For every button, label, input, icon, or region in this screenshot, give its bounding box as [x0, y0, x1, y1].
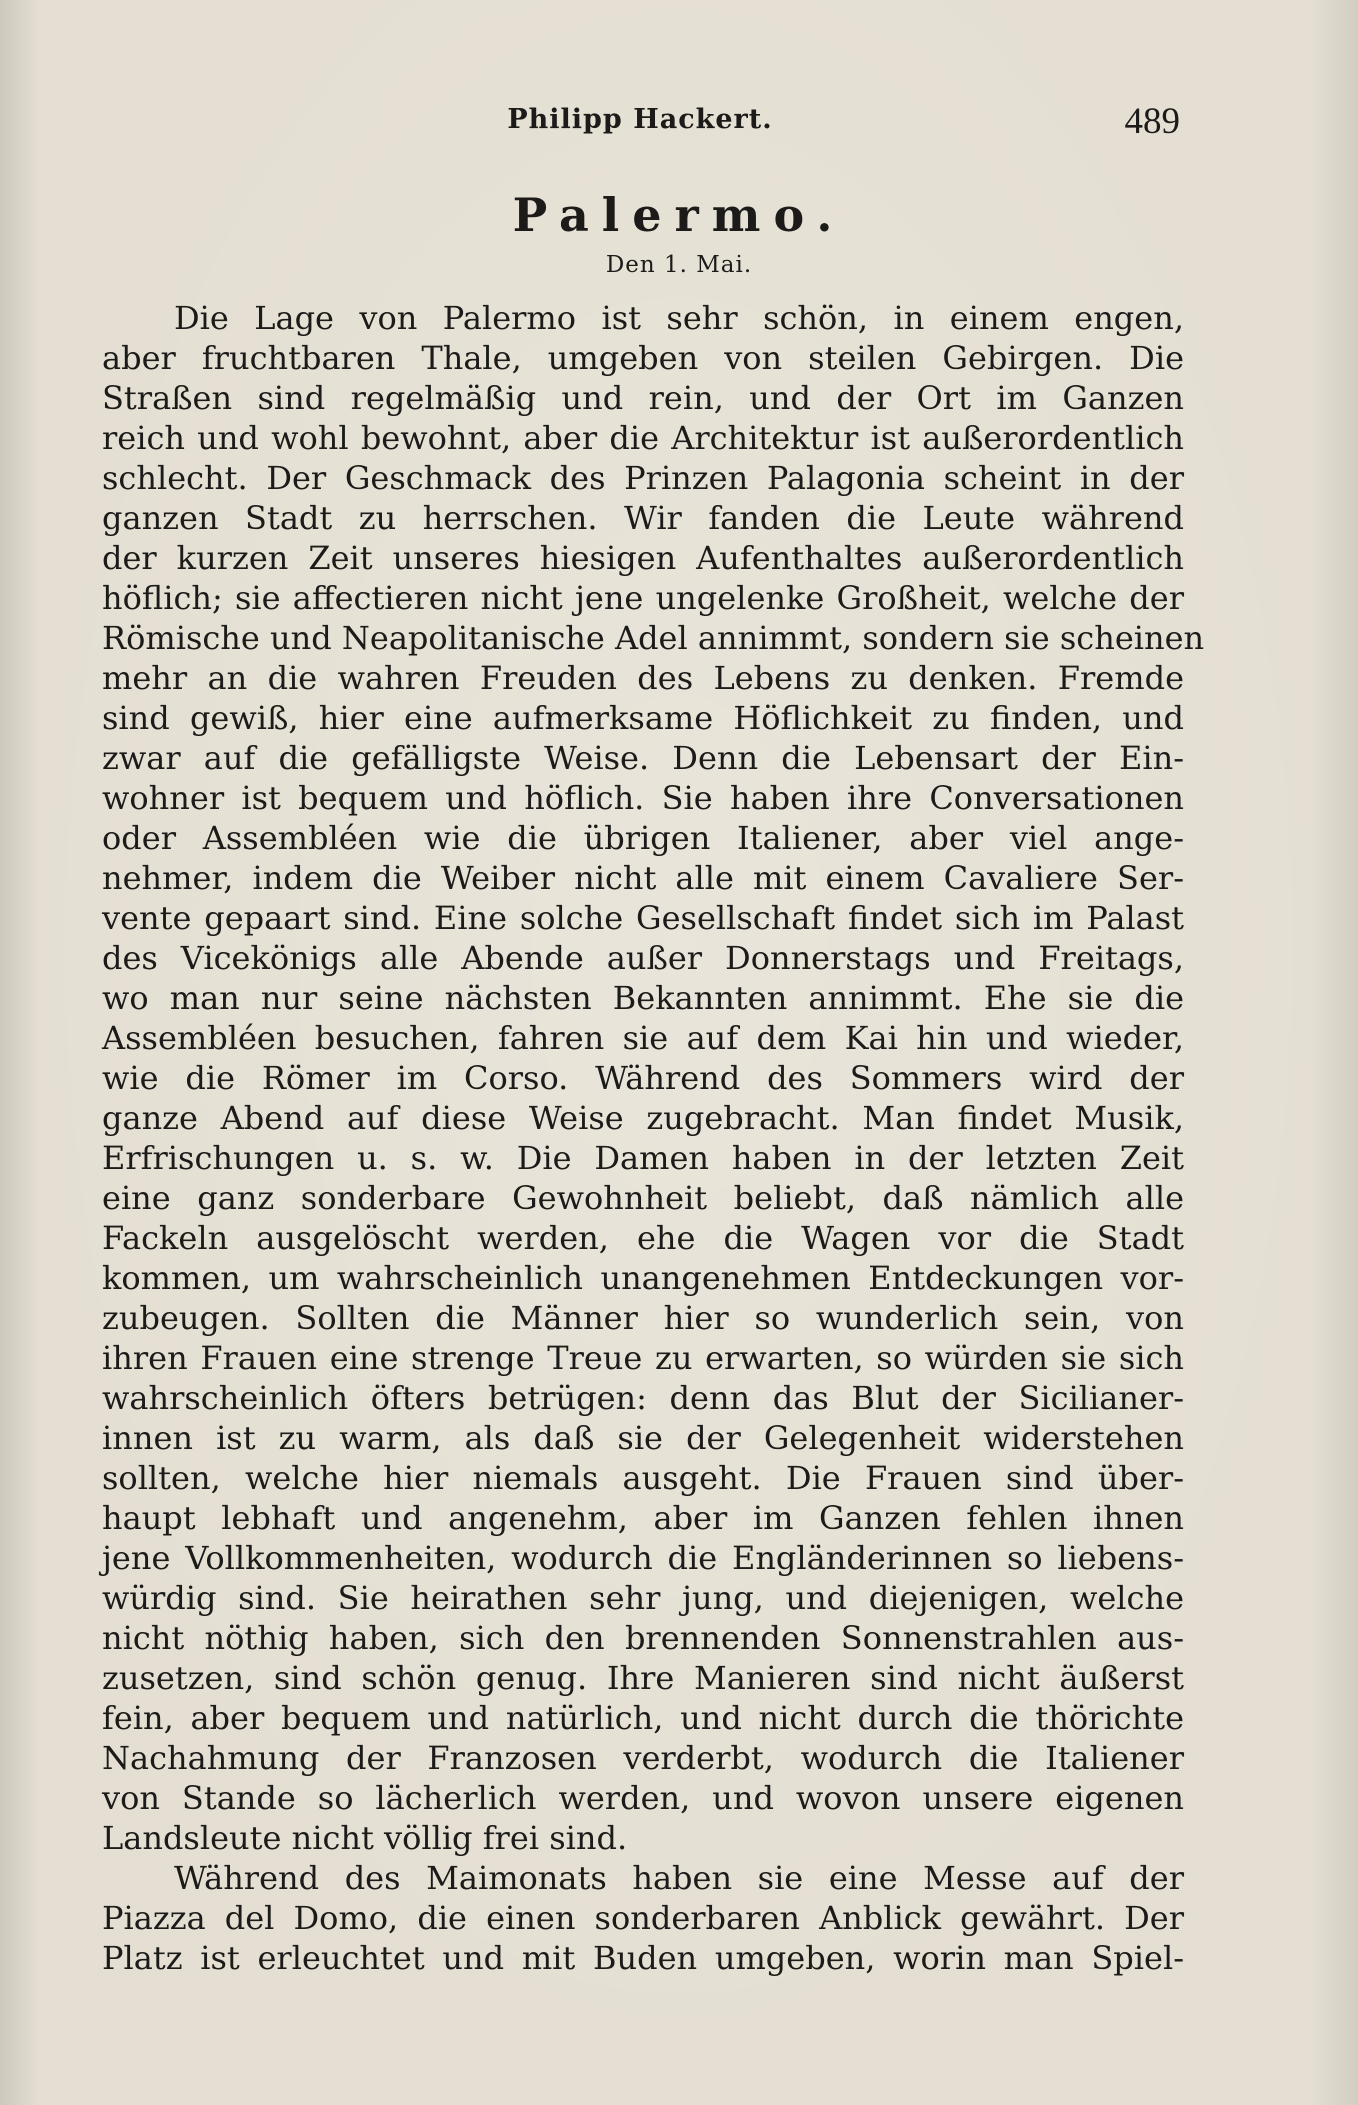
text-line: innen ist zu warm, als daß sie der Gelegenheit widerstehen — [102, 1419, 1184, 1457]
text-line: wie die Römer im Corso. Während des Sommers wird der — [102, 1059, 1184, 1097]
text-line: zusetzen, sind schön genug. Ihre Manieren sind nicht äußerst — [102, 1659, 1184, 1697]
text-line: nehmer, indem die Weiber nicht alle mit einem Cavaliere Ser- — [102, 859, 1184, 897]
text-line: oder Assembléen wie die übrigen Italiener, aber viel ange- — [102, 819, 1184, 857]
text-line: Die Lage von Palermo ist sehr schön, in einem engen, — [174, 299, 1184, 337]
text-line: von Stande so lächerlich werden, und wovon unsere eigenen — [102, 1779, 1184, 1817]
text-line: mehr an die wahren Freuden des Lebens zu denken. Fremde — [102, 659, 1184, 697]
running-header — [100, 101, 1180, 154]
dateline: Den 1. Mai. — [605, 252, 753, 278]
text-line: aber fruchtbaren Thale, umgeben von steilen Gebirgen. Die — [102, 339, 1184, 377]
text-line: Römische und Neapolitanische Adel annimmt, sondern sie scheinen — [102, 619, 1205, 657]
text-line: schlecht. Der Geschmack des Prinzen Palagonia scheint in der — [102, 459, 1184, 497]
text-line: Assembléen besuchen, fahren sie auf dem Kai hin und wieder, — [102, 1019, 1184, 1057]
text-line: nicht nöthig haben, sich den brennenden Sonnenstrahlen aus- — [102, 1619, 1184, 1657]
text-line: würdig sind. Sie heirathen sehr jung, und diejenigen, welche — [102, 1579, 1184, 1617]
paragraph-1 — [102, 298, 1205, 1858]
text-line: sind gewiß, hier eine aufmerksame Höflichkeit zu finden, und — [102, 699, 1184, 737]
text-line: wo man nur seine nächsten Bekannten annimmt. Ehe sie die — [102, 979, 1184, 1017]
paragraph-2 — [102, 1858, 1184, 1978]
page-number: 489 — [1124, 101, 1180, 142]
text-line: ganzen Stadt zu herrschen. Wir fanden die Leute während — [102, 499, 1184, 537]
text-line: Fackeln ausgelöscht werden, ehe die Wagen vor die Stadt — [102, 1219, 1184, 1257]
text-line: Piazza del Domo, die einen sonderbaren Anblick gewährt. Der — [102, 1899, 1184, 1937]
text-line: ganze Abend auf diese Weise zugebracht. Man findet Musik, — [102, 1099, 1184, 1137]
text-line: Platz ist erleuchtet und mit Buden umgeben, worin man Spiel- — [102, 1939, 1184, 1977]
text-line: der kurzen Zeit unseres hiesigen Aufenthaltes außerordentlich — [102, 539, 1184, 577]
text-line: haupt lebhaft und angenehm, aber im Ganzen fehlen ihnen — [102, 1499, 1184, 1537]
text-line: fein, aber bequem und natürlich, und nicht durch die thörichte — [102, 1699, 1184, 1737]
text-line: Straßen sind regelmäßig und rein, und der Ort im Ganzen — [102, 379, 1184, 417]
text-line: Erfrischungen u. s. w. Die Damen haben in der letzten Zeit — [102, 1139, 1184, 1177]
text-line: ihren Frauen eine strenge Treue zu erwarten, so würden sie sich — [102, 1339, 1184, 1377]
text-line: kommen, um wahrscheinlich unangenehmen Entdeckungen vor- — [102, 1259, 1184, 1297]
section-title: Palermo. — [512, 188, 846, 242]
text-line: wahrscheinlich öfters betrügen: denn das Blut der Sicilianer- — [102, 1379, 1184, 1417]
text-line: Landsleute nicht völlig frei sind. — [102, 1819, 628, 1857]
text-line: des Vicekönigs alle Abende außer Donnerstags und Freitags, — [102, 939, 1184, 977]
text-line: Nachahmung der Franzosen verderbt, wodurch die Italiener — [102, 1739, 1184, 1777]
text-line: vente gepaart sind. Eine solche Gesellschaft findet sich im Palast — [102, 899, 1184, 937]
text-line: jene Vollkommenheiten, wodurch die Engländerinnen so liebens- — [102, 1539, 1184, 1577]
text-line: zubeugen. Sollten die Männer hier so wunderlich sein, von — [102, 1299, 1184, 1337]
running-title: Philipp Hackert. — [507, 104, 773, 135]
text-line: wohner ist bequem und höflich. Sie haben ihre Conversationen — [102, 779, 1184, 817]
text-line: Während des Maimonats haben sie eine Messe auf der — [174, 1859, 1184, 1897]
text-line: eine ganz sonderbare Gewohnheit beliebt, daß nämlich alle — [102, 1179, 1184, 1217]
text-line: höflich; sie affectieren nicht jene ungelenke Großheit, welche der — [102, 579, 1184, 617]
text-line: reich und wohl bewohnt, aber die Architektur ist außerordentlich — [102, 419, 1184, 457]
text-line: sollten, welche hier niemals ausgeht. Die Frauen sind über- — [102, 1459, 1184, 1497]
text-line: zwar auf die gefälligste Weise. Denn die Lebensart der Ein- — [102, 739, 1184, 777]
body-text — [102, 298, 1205, 1978]
